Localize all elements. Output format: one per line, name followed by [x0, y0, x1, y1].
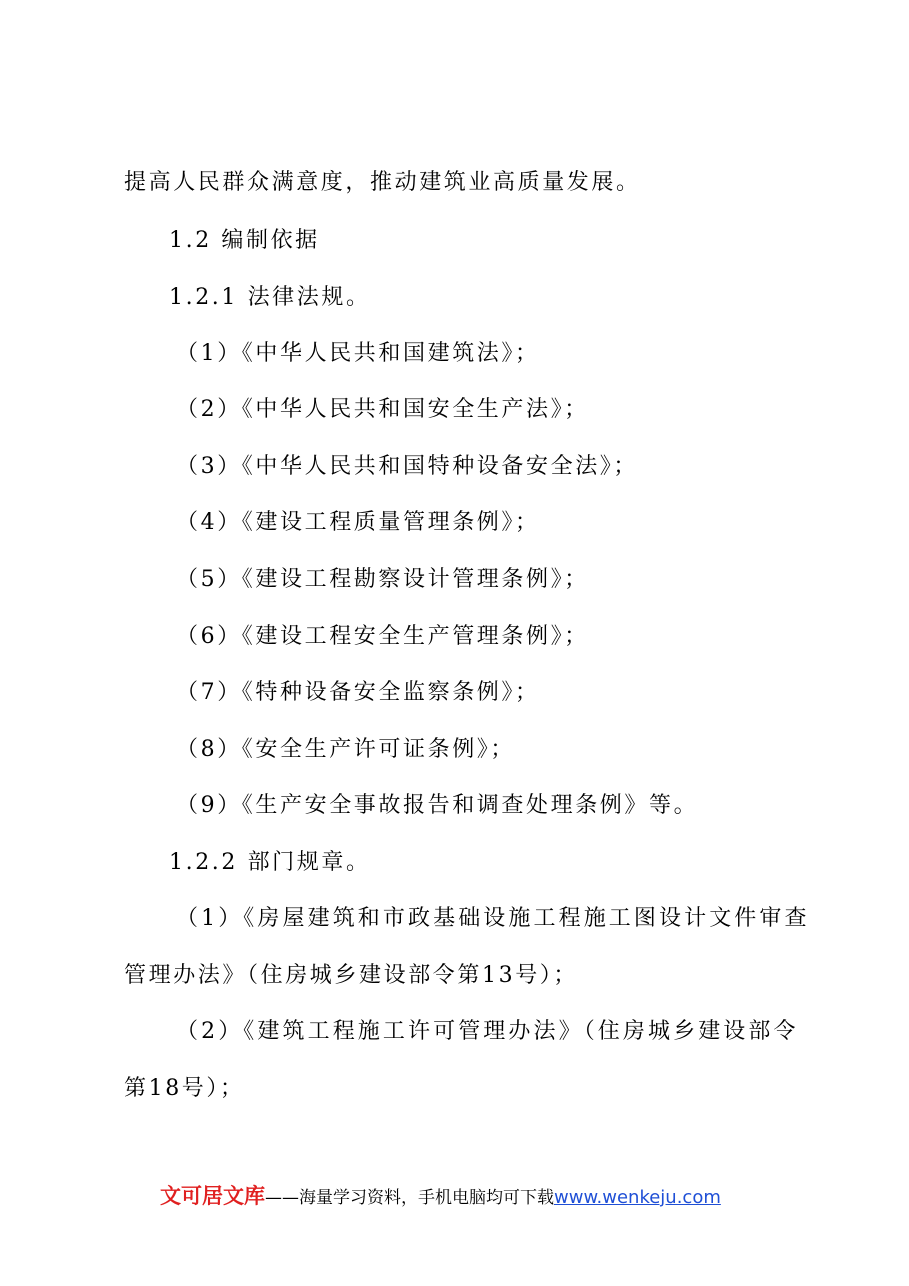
- list-item: （6）《建设工程安全生产管理条例》；: [176, 624, 589, 649]
- list-item: （5）《建设工程勘察设计管理条例》；: [176, 567, 589, 592]
- list-item: （7）《特种设备安全监察条例》；: [176, 680, 540, 705]
- list-item: （2）《建筑工程施工许可管理办法》（住房城乡建设部令: [176, 1019, 799, 1044]
- footer-banner: [160, 1183, 721, 1211]
- list-item: （4）《建设工程质量管理条例》；: [176, 510, 540, 535]
- list-item: （9）《生产安全事故报告和调查处理条例》等。: [176, 793, 699, 818]
- website-link[interactable]: www.wenkeju.com: [554, 1187, 721, 1208]
- list-item: （8）《安全生产许可证条例》；: [176, 737, 515, 762]
- list-item: （3）《中华人民共和国特种设备安全法》；: [176, 454, 638, 479]
- footer-tagline: ——海量学习资料，手机电脑均可下载: [265, 1188, 554, 1208]
- list-item-continuation: 管理办法》（住房城乡建设部令第13号）；: [124, 963, 578, 988]
- list-item-continuation: 第18号）；: [124, 1076, 245, 1101]
- subsection-heading-1-2-1: 1.2.1 法律法规。: [169, 285, 371, 310]
- section-heading-1-2: 1.2 编制依据: [169, 228, 320, 253]
- subsection-heading-1-2-2: 1.2.2 部门规章。: [169, 850, 371, 875]
- list-item: （2）《中华人民共和国安全生产法》；: [176, 397, 589, 422]
- paragraph-continuation: 提高人民群众满意度，推动建筑业高质量发展。: [124, 170, 641, 195]
- list-item: （1）《房屋建筑和市政基础设施工程施工图设计文件审查: [176, 906, 810, 931]
- list-item: （1）《中华人民共和国建筑法》；: [176, 341, 540, 366]
- brand-name: 文可居文库: [160, 1184, 265, 1208]
